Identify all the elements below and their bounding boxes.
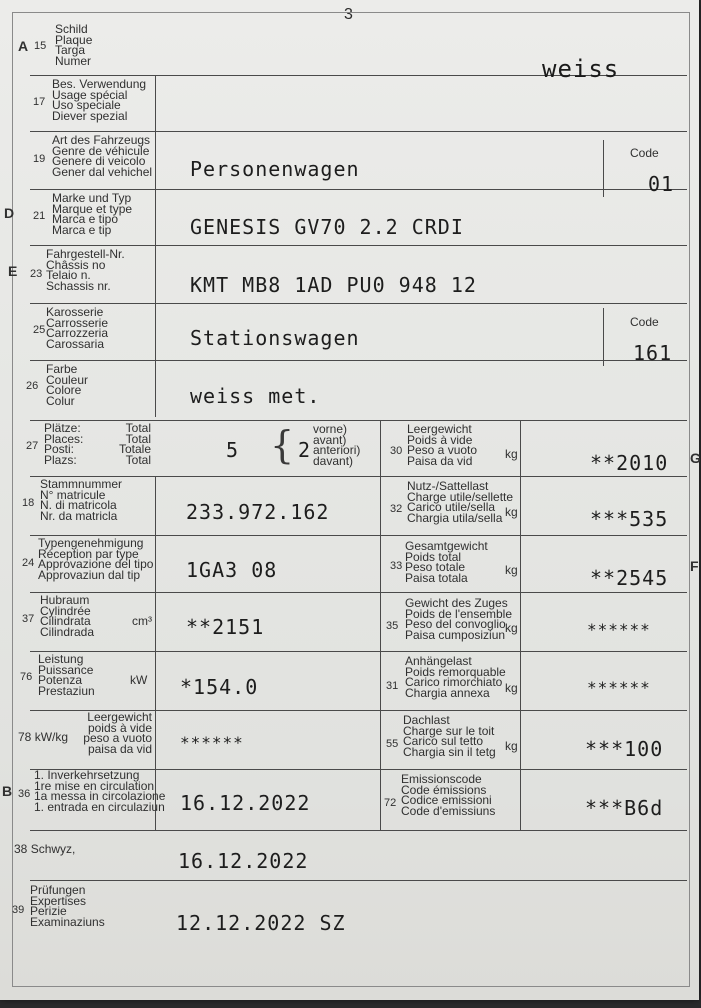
column-divider: [520, 420, 521, 830]
field-number: 25: [33, 324, 46, 336]
trailer-load-value: ******: [587, 678, 651, 697]
side-letter: G: [690, 450, 701, 466]
vehicle-kind-code: 01: [648, 172, 675, 196]
row-divider: [30, 880, 687, 881]
kg-unit: kg: [505, 563, 518, 577]
column-divider: [380, 420, 381, 830]
field-55-label: Dachlast Charge sur le toit Carico sul tetto Chargia sin il tetg: [403, 713, 496, 759]
field-19-label: Art des Fahrzeugs Genre de véhicule Genere di veicolo Gener dal vehichel: [52, 133, 153, 179]
row-divider: [30, 245, 687, 246]
payload-value: ***535: [590, 507, 669, 531]
combination-weight-value: ******: [587, 620, 651, 639]
side-letter: D: [4, 205, 15, 221]
kg-unit: kg: [505, 505, 518, 519]
field-number: 31: [386, 680, 399, 692]
chassis-number-value: KMT MB8 1AD PU0 948 12: [190, 273, 477, 297]
field-15-label: Schild Plaque Targa Numer: [55, 22, 93, 68]
front-seats-label: vorne) avant) anteriori) davant): [313, 422, 361, 468]
row-divider: [30, 476, 687, 477]
field-23-label: Fahrgestell-Nr. Châssis no Telaio n. Schassis nr.: [46, 247, 125, 293]
vehicle-kind-value: Personenwagen: [190, 157, 360, 181]
empty-weight-value: **2010: [590, 451, 669, 475]
body-type-code: 161: [633, 341, 673, 365]
seats-front-value: 2: [298, 438, 312, 462]
side-letter: A: [18, 38, 29, 54]
field-number: 21: [33, 210, 46, 222]
field-36-label: 1. Inverkehrsetzung 1re mise en circulation 1a messa in circolazione 1. entrada en circulaziun: [34, 768, 166, 814]
field-number: 30: [390, 445, 403, 457]
power-weight-ratio-value: ******: [180, 733, 244, 752]
field-number: 18: [22, 497, 35, 509]
field-33-label: Gesamtgewicht Poids total Peso totale Paisa totala: [405, 539, 488, 585]
field-number: 17: [33, 96, 46, 108]
field-78-label: Leergewicht poids à vide peso a vuoto paisa da vid: [83, 710, 152, 756]
power-value: *154.0: [180, 675, 259, 699]
inspection-value: 12.12.2022 SZ: [176, 911, 346, 935]
make-type-value: GENESIS GV70 2.2 CRDI: [190, 215, 464, 239]
field-35-label: Gewicht des Zuges Poids de l'ensemble Peso del convoglio Paisa cumposiziun: [405, 596, 513, 642]
field-number: 33: [390, 560, 403, 572]
field-25-label: Karosserie Carrosserie Carrozzeria Carossaria: [46, 305, 109, 351]
kw-unit: kW: [130, 673, 148, 687]
field-number: 39: [12, 904, 25, 916]
field-27-total-label: Total Total Totale Total: [118, 421, 151, 467]
row-divider: [30, 830, 687, 831]
field-number: 27: [26, 440, 39, 452]
field-18-label: Stammnummer N° matricule N. di matricola Nr. da matricla: [40, 477, 123, 523]
row-divider: [30, 189, 687, 190]
kg-unit: kg: [505, 681, 518, 695]
field-number: 72: [384, 797, 397, 809]
code-box-divider: [603, 140, 604, 197]
field-72-label: Emissionscode Code émissions Codice emissioni Code d'emissiuns: [401, 772, 496, 818]
field-number: 15: [34, 40, 47, 52]
field-number: 19: [33, 153, 46, 165]
kg-unit: kg: [505, 621, 518, 635]
field-number: 23: [30, 268, 43, 280]
column-divider: [155, 75, 156, 417]
field-number: 24: [22, 557, 35, 569]
row-divider: [30, 303, 687, 304]
row-divider: [30, 592, 687, 593]
roof-load-value: ***100: [585, 737, 664, 761]
row-divider: [30, 360, 687, 361]
page-number: 3: [344, 6, 353, 23]
field-37-label: Hubraum Cylindrée Cilindrata Cilindrada: [40, 593, 95, 639]
field-39-label: Prüfungen Expertises Perizie Examinaziuns: [30, 883, 105, 929]
field-30-label: Leergewicht Poids à vide Peso a vuoto Paisa da vid: [407, 422, 478, 468]
cm3-unit: cm³: [132, 614, 152, 628]
first-registration-date: 16.12.2022: [180, 791, 311, 815]
total-weight-value: **2545: [590, 566, 669, 590]
field-number: 32: [390, 503, 403, 515]
row-divider: [30, 651, 687, 652]
field-17-label: Bes. Verwendung Usage spécial Uso speciale Diever spezial: [52, 77, 147, 123]
code-label: Code: [630, 146, 659, 160]
field-24-label: Typengenehmigung Réception par type Approvazione del tipo Approvaziun dal tip: [38, 536, 154, 582]
seats-total-value: 5: [226, 438, 240, 462]
field-76-label: Leistung Puissance Potenza Prestaziun: [38, 652, 95, 698]
row-divider: [30, 131, 687, 132]
issue-date-value: 16.12.2022: [178, 849, 309, 873]
field-26-label: Farbe Couleur Colore Colur: [46, 362, 89, 408]
field-31-label: Anhängelast Poids remorquable Carico rimorchiato Chargia annexa: [405, 654, 506, 700]
displacement-value: **2151: [186, 615, 265, 639]
kg-unit: kg: [505, 739, 518, 753]
plate-value: weiss: [542, 55, 620, 83]
field-number: 37: [22, 613, 35, 625]
field-number: 26: [26, 380, 39, 392]
field-number: 76: [20, 671, 33, 683]
type-approval-value: 1GA3 08: [186, 558, 278, 582]
brace-left: {: [270, 423, 295, 467]
field-number: 55: [386, 738, 399, 750]
side-letter: F: [690, 558, 699, 574]
field-number: 35: [386, 620, 399, 632]
field-32-label: Nutz-/Sattellast Charge utile/sellette Carico utile/sella Chargia utila/sella: [407, 479, 514, 525]
field-27-label: Plätze: Places: Posti: Plazs:: [44, 421, 84, 467]
side-letter: E: [8, 263, 18, 279]
field-21-label: Marke und Typ Marque et type Marca e tipo Marca e tip: [52, 191, 133, 237]
emission-code-value: ***B6d: [585, 796, 664, 820]
master-number-value: 233.972.162: [186, 500, 330, 524]
field-78-number-unit: 78 kW/kg: [18, 730, 69, 744]
color-value: weiss met.: [190, 384, 321, 408]
field-number: 36: [18, 788, 31, 800]
field-38-label: 38 Schwyz,: [14, 842, 76, 856]
code-label: Code: [630, 315, 659, 329]
kg-unit: kg: [505, 447, 518, 461]
code-box-divider: [603, 308, 604, 366]
side-letter: B: [2, 783, 13, 799]
body-type-value: Stationswagen: [190, 326, 360, 350]
